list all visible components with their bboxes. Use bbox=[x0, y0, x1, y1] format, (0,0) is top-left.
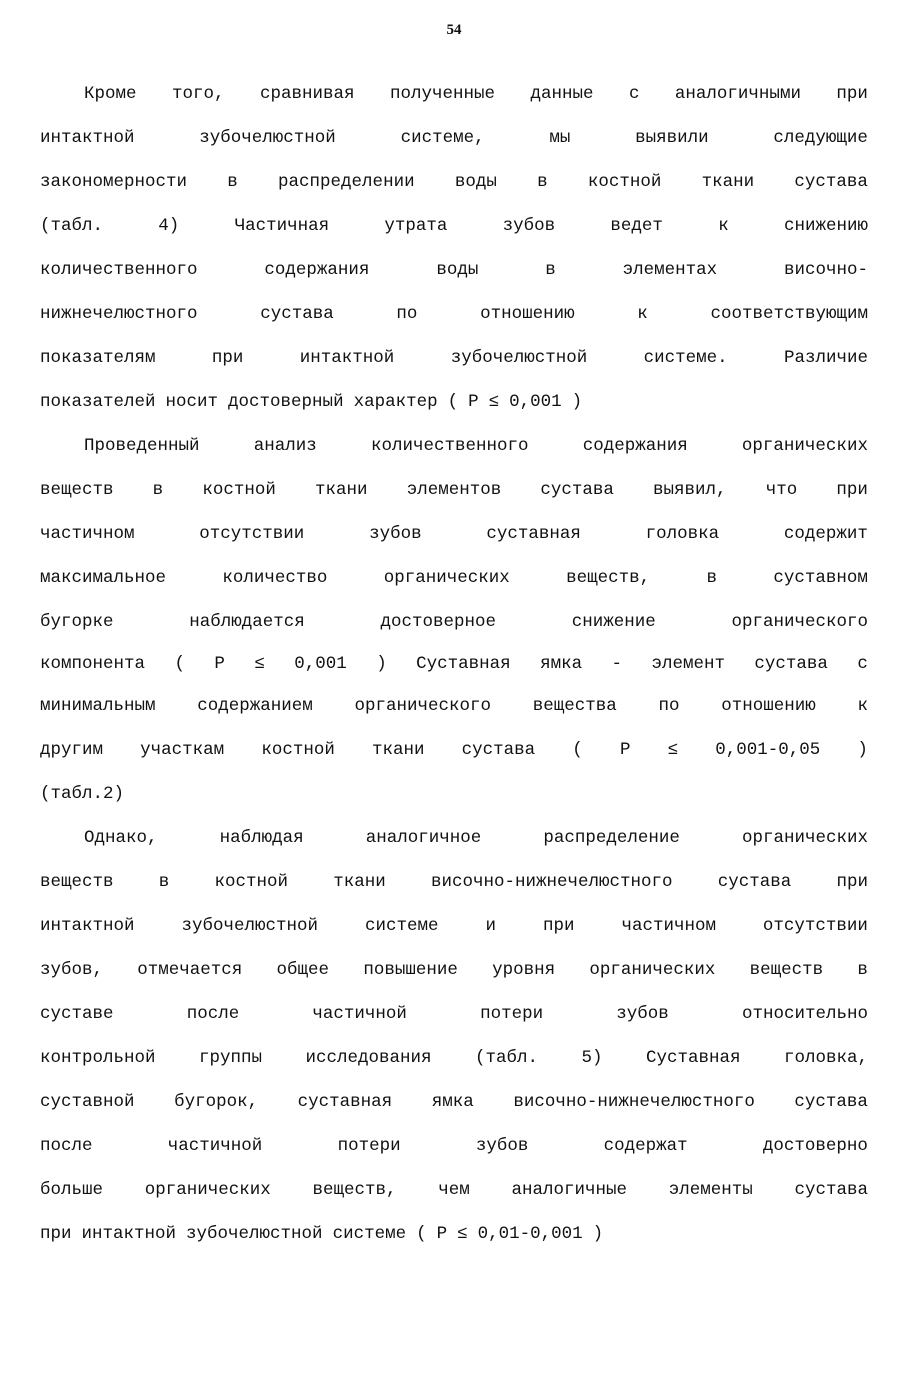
text-line: интактной зубочелюстной системе, мы выявили следующие bbox=[40, 128, 868, 148]
text-line: Однако, наблюдая аналогичное распределение органических bbox=[84, 828, 868, 848]
text-line: суставной бугорок, суставная ямка височно-нижнечелюстного сустава bbox=[40, 1092, 868, 1112]
text-line: компонента ( Р ≤ 0,001 ) Суставная ямка - элемент сустава с bbox=[40, 654, 868, 674]
text-line: бугорке наблюдается достоверное снижение органического bbox=[40, 612, 868, 632]
text-line: показателям при интактной зубочелюстной системе. Различие bbox=[40, 348, 868, 368]
text-line: нижнечелюстного сустава по отношению к соответствующим bbox=[40, 304, 868, 324]
text-line: другим участкам костной ткани сустава ( Р ≤ 0,001-0,05 ) bbox=[40, 740, 868, 760]
text-line: веществ в костной ткани височно-нижнечелюстного сустава при bbox=[40, 872, 868, 892]
paragraph-2 bbox=[40, 424, 868, 816]
text-line: минимальным содержанием органического вещества по отношению к bbox=[40, 696, 868, 716]
body-text bbox=[40, 72, 868, 1256]
text-line: больше органических веществ, чем аналогичные элементы сустава bbox=[40, 1180, 868, 1200]
text-line: (табл. 4) Частичная утрата зубов ведет к снижению bbox=[40, 216, 868, 236]
text-line: после частичной потери зубов содержат достоверно bbox=[40, 1136, 868, 1156]
text-line: максимальное количество органических веществ, в суставном bbox=[40, 568, 868, 588]
text-line: (табл.2) bbox=[40, 784, 125, 804]
text-line: Кроме того, сравнивая полученные данные с аналогичными при bbox=[84, 84, 868, 104]
text-line: количественного содержания воды в элементах височно- bbox=[40, 260, 868, 280]
text-line: частичном отсутствии зубов суставная головка содержит bbox=[40, 524, 868, 544]
paragraph-3 bbox=[40, 816, 868, 1256]
text-line: контрольной группы исследования (табл. 5) Суставная головка, bbox=[40, 1048, 868, 1068]
page-number: 54 bbox=[446, 22, 462, 38]
text-line: веществ в костной ткани элементов сустава выявил, что при bbox=[40, 480, 868, 500]
text-line: интактной зубочелюстной системе и при частичном отсутствии bbox=[40, 916, 868, 936]
paragraph-1 bbox=[40, 72, 868, 424]
text-line: суставе после частичной потери зубов относительно bbox=[40, 1004, 868, 1024]
text-line: показателей носит достоверный характер ( Р ≤ 0,001 ) bbox=[40, 392, 583, 412]
text-line: Проведенный анализ количественного содержания органических bbox=[84, 436, 868, 456]
text-line: зубов, отмечается общее повышение уровня органических веществ в bbox=[40, 960, 868, 980]
text-line: закономерности в распределении воды в костной ткани сустава bbox=[40, 172, 868, 192]
text-line: при интактной зубочелюстной системе ( Р ≤ 0,01-0,001 ) bbox=[40, 1224, 604, 1244]
